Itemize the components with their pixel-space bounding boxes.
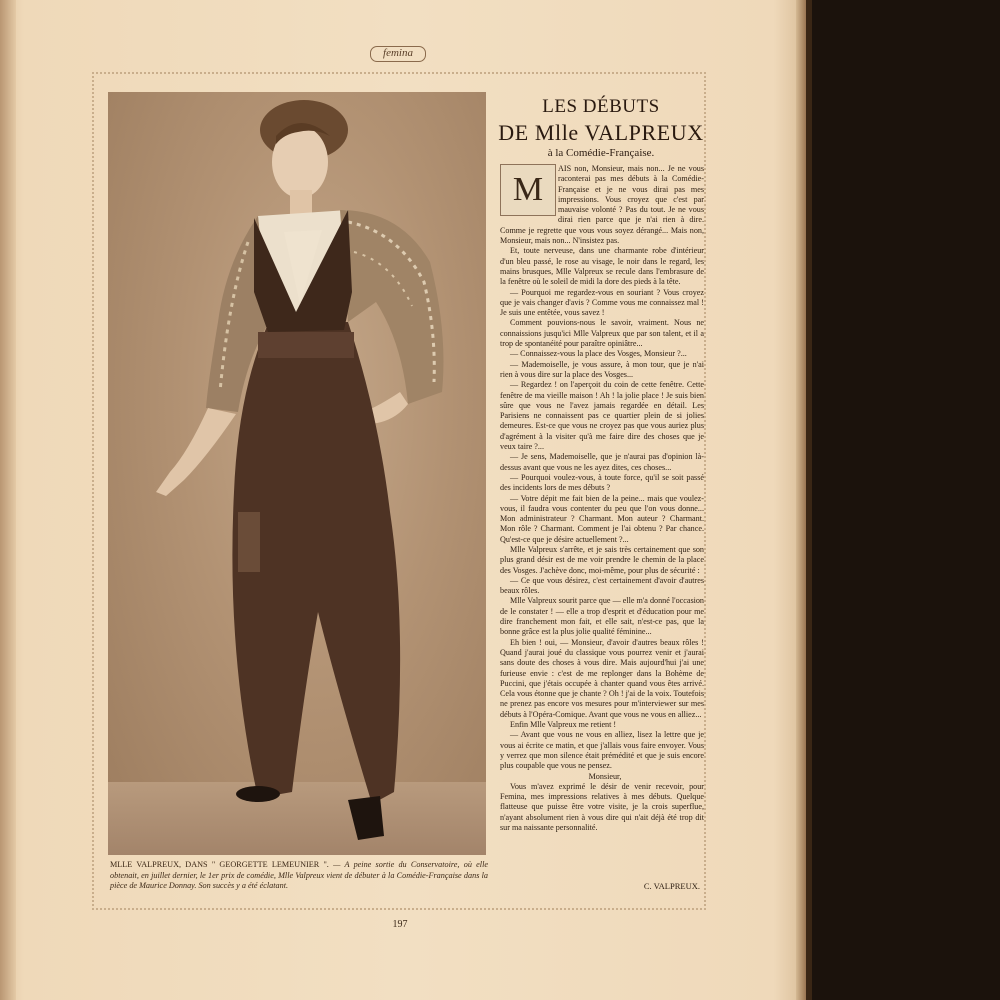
paragraph: — Je sens, Mademoiselle, que je n'aurai pas d'opinion là-dessus avant que vous ne les ayez dites, ces choses... [500, 452, 704, 472]
paragraph: — Avant que vous ne vous en alliez, lisez la lettre que je vous ai écrite ce matin, et que j'allais vous faire envoyer. Vous y verrez que mon silence était prémédité et que je suis encore plus coupable que vous ne pensez. [500, 730, 704, 771]
page-gutter-shadow [0, 0, 16, 1000]
page-edge [806, 0, 812, 1000]
photo-caption [110, 860, 488, 892]
article-subtitle: à la Comédie-Française. [547, 147, 655, 159]
portrait-photograph [108, 92, 486, 855]
caption-name: MLLE VALPREUX, DANS " GEORGETTE LEMEUNIER ". [110, 860, 329, 869]
paragraph: — Pourquoi me regardez-vous en souriant ? Vous croyez que je vais changer d'avis ? Comme vous me connaissez mal ! Je suis une entêtée, vous savez ! [500, 287, 704, 318]
article-body [500, 164, 704, 894]
paragraph: — Regardez ! on l'aperçoit du coin de cette fenêtre. Cette fenêtre de ma vieille maison ! Ah ! la jolie place ! Je suis bien sûre que vous ne l'avez jamais regardée en détail. Les Parisiens ne connaissent pas ce quartier plein de si jolies demeures. Est-ce que vous ne croyez pas que vous auriez plus d'agrément à la visiter qu'à me faire dire des choses que je veux taire ?... [500, 380, 704, 452]
paragraph: — Connaissez-vous la place des Vosges, Monsieur ?... [510, 349, 687, 359]
dropcap-letter: M [512, 171, 544, 208]
paragraph: Mlle Valpreux s'arrête, et je sais très certainement que son plus grand désir est de me voir prendre le chemin de la place des Vosges. J'achève donc, moi-même, pour plus de sécurité : [500, 544, 704, 575]
letter-body: Vous m'avez exprimé le désir de venir recevoir, pour Femina, mes impressions relatives à mes débuts. Quelque flatteuse que puisse être votre visite, je la crois superflue, n'ayant absolument rien à vous dire qui n'ait déjà été trop dit sur ma naissante personnalité. [500, 781, 704, 832]
masthead-logo: femina [370, 46, 426, 62]
paragraph: — Pourquoi voulez-vous, à toute force, qu'il se soit passé des incidents lors de mes débuts ? [500, 472, 704, 493]
paragraph: — Votre dépit me fait bien de la peine... mais que voulez-vous, il faudra vous contenter du peu que l'on vous donne... Mon administrateur ? Charmant. Mon auteur ? Charmant. Mon rôle ? Charmant. Comment je l'ai obtenu ? Par chance. Qu'est-ce que je désire actuellement ?... [500, 493, 704, 544]
paragraph: Mlle Valpreux sourit parce que — elle m'a donné l'occasion de le constater ! — elle a trop d'esprit et d'éducation pour me dire franchement mon fait, et elle sait, n'est-ce pas, que la bonne grâce est la plus jolie qualité féminine... [500, 596, 704, 637]
paragraph: Et, toute nerveuse, dans une charmante robe d'intérieur d'un bleu passé, le rose au visage, le noir dans le regard, les mains brusques, Mlle Valpreux se recule dans l'embrasure de la fenêtre où le soleil de midi la dore des pieds à la tête. [500, 246, 704, 287]
article-title-line2: DE Mlle VALPREUX [498, 120, 704, 145]
paragraph: Eh bien ! oui, — Monsieur, d'avoir d'autres beaux rôles ! Quand j'aurai joué du classique vous pourrez venir et j'aurai sans doute des choses à vous dire. Mais aujourd'hui j'ai une furieuse envie : c'est de me replonger dans la Bohème de Puccini, que j'étais occupée à chanter quand vous êtes arrivé. Cela vous étonne que je chante ? Oh ! j'ai de la voix. Toutefois ne prenez pas encore vos mesures pour m'interviewer sur mes débuts à l'Opéra-Comique. Avant que vous ne vous en alliez... [500, 637, 704, 719]
woman-figure-illustration [108, 92, 486, 855]
dropcap-box [500, 164, 556, 216]
paragraph: — Ce que vous désirez, c'est certainement d'avoir d'autres beaux rôles. [500, 575, 704, 596]
article-title-line1: LES DÉBUTS [542, 96, 660, 117]
paragraph: — Mademoiselle, je vous assure, à mon tour, que je n'ai rien à vous dire sur la place des Vosges... [500, 359, 704, 379]
paragraph: AIS non, Monsieur, mais non... Je ne vous raconterai pas mes débuts à la Comédie-Française et je ne vous dirai pas mes impressions. Vous croyez que c'est par mauvaise volonté ? Pas du tout. Je ne vous dirai rien parce que je n'ai rien à dire. Comme je regrette que vous vous soyez dérangé... Mais non, Monsieur, mais non... N'insistez pas. [500, 164, 704, 246]
paragraph: Enfin Mlle Valpreux me retient ! [510, 720, 617, 730]
signature: C. VALPREUX. [643, 881, 700, 891]
letter-salutation: Monsieur, [588, 771, 622, 781]
paragraph: Comment pouvions-nous le savoir, vraiment. Nous ne connaissions jusqu'ici Mlle Valpreux que par son talent, et il a trop de spontanéité pour paraître opiniâtre... [500, 318, 704, 349]
caption-text: — A peine sortie du Conservatoire, où elle obtenait, en juillet dernier, le 1er prix de comédie, Mlle Valpreux vient de débuter à la Comédie-Française dans la pièce de Maurice Donnay. Son succès y a été éclatant. [110, 860, 488, 890]
page-edge-shadow [796, 0, 806, 1000]
page-number: 197 [392, 919, 408, 930]
